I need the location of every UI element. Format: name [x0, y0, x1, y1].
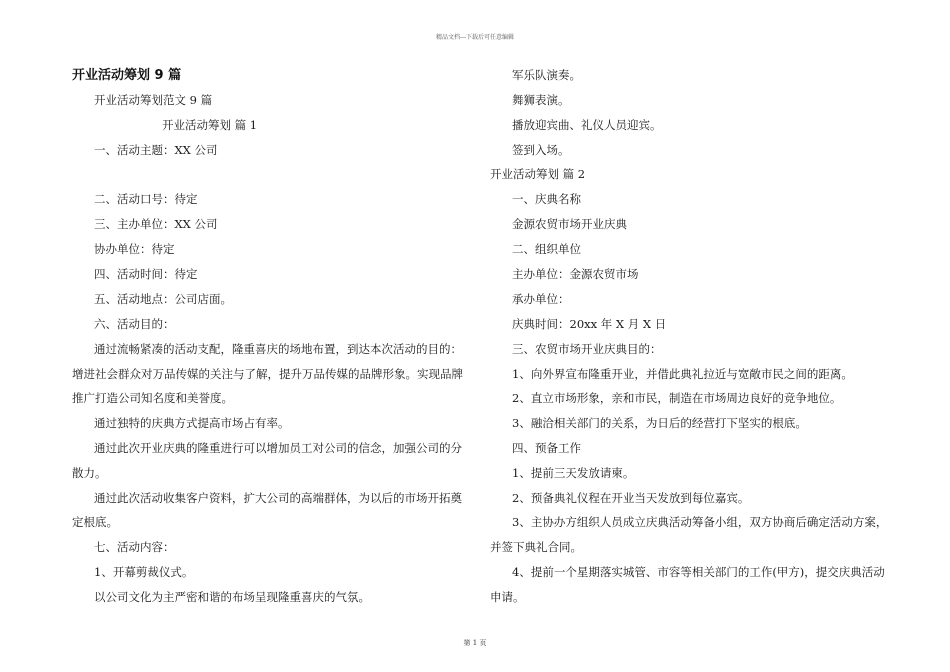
paragraph: 2、直立市场形象，亲和市民，制造在市场周边良好的竞争地位。 [512, 391, 842, 405]
paragraph: 一、活动主题：XX 公司 [94, 143, 218, 157]
paragraph: 1、提前三天发放请柬。 [512, 466, 635, 480]
document-title: 开业活动筹划 9 篇 [72, 68, 182, 83]
paragraph: 二、组织单位 [512, 242, 581, 256]
paragraph-continued: 增进社会群众对万品传媒的关注与了解，提升万品传媒的品牌形象。实现品牌 [72, 367, 463, 381]
paragraph: 3、主协办方组织人员成立庆典活动筹备小组，双方协商后确定活动方案， [512, 515, 888, 529]
paragraph: 签到入场。 [512, 143, 570, 157]
paragraph: 三、农贸市场开业庆典目的： [512, 342, 662, 356]
paragraph-continued: 申请。 [490, 590, 525, 604]
paragraph: 军乐队演奏。 [512, 68, 581, 82]
paragraph: 五、活动地点：公司店面。 [94, 292, 232, 306]
paragraph: 2、预备典礼仪程在开业当天发放到每位嘉宾。 [512, 491, 750, 505]
paragraph: 七、活动内容： [94, 540, 175, 554]
paragraph: 协办单位：待定 [94, 242, 175, 256]
page-number: 第 1 页 [463, 639, 487, 647]
paragraph: 二、活动口号：待定 [94, 192, 198, 206]
paragraph: 以公司文化为主严密和谐的布场呈现隆重喜庆的气氛。 [94, 590, 370, 604]
paragraph: 四、预备工作 [512, 441, 581, 455]
paragraph: 开业活动筹划范文 9 篇 [94, 93, 213, 107]
paragraph-continued: 散力。 [72, 466, 107, 480]
paragraph: 通过此次活动收集客户资料，扩大公司的高端群体，为以后的市场开拓奠 [94, 491, 462, 505]
section-heading: 开业活动筹划 篇 2 [490, 167, 586, 181]
paragraph: 1、向外界宣布隆重开业，并借此典礼拉近与宽敞市民之间的距离。 [512, 367, 853, 381]
paragraph: 通过此次开业庆典的隆重进行可以增加员工对公司的信念，加强公司的分 [94, 441, 462, 455]
section-heading: 开业活动筹划 篇 1 [162, 118, 258, 132]
paragraph: 3、融洽相关部门的关系，为日后的经营打下坚实的根底。 [512, 416, 807, 430]
paragraph-continued: 定根底。 [72, 515, 118, 529]
paragraph: 通过独特的庆典方式提高市场占有率。 [94, 416, 290, 430]
paragraph: 一、庆典名称 [512, 192, 581, 206]
paragraph: 庆典时间：20xx 年 X 月 X 日 [512, 317, 667, 331]
paragraph: 金源农贸市场开业庆典 [512, 217, 627, 231]
paragraph: 四、活动时间：待定 [94, 267, 198, 281]
paragraph-continued: 并签下典礼合同。 [490, 540, 582, 554]
paragraph: 播放迎宾曲、礼仪人员迎宾。 [512, 118, 662, 132]
paragraph: 舞狮表演。 [512, 93, 570, 107]
paragraph: 主办单位：金源农贸市场 [512, 267, 639, 281]
page-header-note: 精品文档---下载后可任意编辑 [435, 34, 515, 41]
paragraph: 1、开幕剪裁仪式。 [94, 565, 194, 579]
paragraph-continued: 推广打造公司知名度和美誉度。 [72, 391, 233, 405]
paragraph: 4、提前一个星期落实城管、市容等相关部门的工作(甲方)，提交庆典活动 [512, 565, 885, 579]
paragraph: 三、主办单位：XX 公司 [94, 217, 218, 231]
paragraph: 通过流畅紧凑的活动支配，隆重喜庆的场地布置，到达本次活动的目的： [94, 342, 462, 356]
paragraph: 六、活动目的： [94, 317, 175, 331]
paragraph: 承办单位： [512, 292, 570, 306]
